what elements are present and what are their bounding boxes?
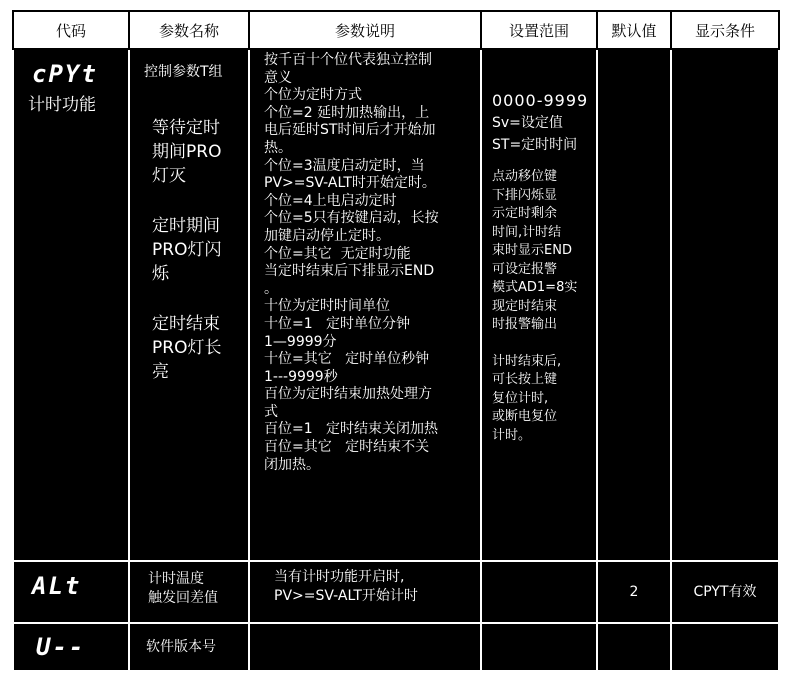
- name-block-during: [152, 214, 248, 286]
- name-line: 期间PRO: [152, 142, 222, 162]
- desc-line: 。: [264, 280, 278, 297]
- desc-line: 闭加热。: [264, 456, 320, 473]
- name-block-waiting: [152, 116, 248, 188]
- desc-line: PV>=SV-ALT开始计时: [274, 588, 418, 604]
- desc-line: 个位=5只有按键启动，长按: [264, 210, 439, 227]
- range-note: 或断电复位: [492, 409, 558, 424]
- desc-line: 个位为定时方式: [264, 87, 362, 104]
- cell-description: [249, 561, 481, 623]
- desc-line: 电后延时ST时间后才开始加: [264, 122, 436, 139]
- range-note: 可长按上键: [492, 372, 558, 387]
- table-header-row: [13, 11, 779, 49]
- desc-line: 当有计时功能开启时,: [274, 569, 405, 585]
- range-note: 计时结束后,: [492, 353, 562, 369]
- segment-code-display: cPYt: [32, 60, 98, 88]
- table-row-cpyt: [13, 49, 779, 561]
- desc-line: 1—9999分: [264, 333, 337, 350]
- name-line: 定时结束: [152, 314, 220, 334]
- desc-line: 意义: [264, 69, 292, 86]
- name-block-end: [152, 312, 248, 384]
- name-line: 触发回差值: [148, 590, 218, 606]
- parameter-table-frame: [12, 10, 778, 670]
- desc-line: PV>=SV-ALT时开始定时。: [264, 175, 436, 192]
- desc-line: 十位为定时时间单位: [264, 298, 390, 315]
- cell-description: [249, 623, 481, 671]
- desc-line: 式: [264, 403, 278, 420]
- range-line: ST=定时时间: [492, 137, 578, 153]
- name-line: 定时期间: [152, 216, 220, 236]
- name-line: PRO灯长: [152, 338, 222, 358]
- cell-description: [249, 49, 481, 561]
- cell-condition: [671, 49, 779, 561]
- desc-line: 1---9999秒: [264, 368, 338, 385]
- cell-name: 软件版本号: [129, 623, 249, 671]
- name-line: 烁: [152, 264, 169, 284]
- segment-code-display: ALt: [32, 572, 82, 600]
- desc-line: 加键启动停止定时。: [264, 227, 390, 244]
- parameter-table: [12, 10, 780, 672]
- header-default: 默认值: [597, 11, 671, 49]
- range-note: 时报警输出: [492, 317, 558, 332]
- desc-line: 十位=其它 定时单位秒钟: [264, 351, 430, 368]
- name-line: 灯灭: [152, 166, 186, 186]
- desc-line: 热。: [264, 139, 292, 156]
- cell-name: [129, 561, 249, 623]
- name-line: 亮: [152, 362, 169, 382]
- desc-line: 十位=1 定时单位分钟: [264, 315, 410, 332]
- cell-range: [481, 623, 597, 671]
- range-note: 下排闪烁显: [492, 187, 558, 203]
- range-note: 现定时结束: [492, 298, 558, 314]
- cell-condition: CPYT有效: [671, 561, 779, 623]
- range-note: 时间,计时结: [492, 224, 562, 240]
- desc-line: 当定时结束后下排显示END: [264, 263, 435, 280]
- range-note: 模式AD1=8实: [492, 280, 578, 295]
- cell-default: [597, 623, 671, 671]
- desc-line: 个位=其它 无定时功能: [264, 245, 411, 262]
- desc-line: 百位为定时结束加热处理方: [264, 386, 432, 403]
- name-line: PRO灯闪: [152, 240, 222, 260]
- cell-range: [481, 49, 597, 561]
- desc-line: 个位=3温度启动定时，当: [264, 157, 425, 174]
- segment-code-display: U--: [36, 633, 86, 661]
- header-condition: 显示条件: [671, 11, 779, 49]
- table-row-version: [13, 623, 779, 671]
- header-range: 设置范围: [481, 11, 597, 49]
- cell-condition: [671, 623, 779, 671]
- range-note: 束时显示END: [492, 243, 572, 258]
- header-code: 代码: [13, 11, 129, 49]
- range-note: 计时。: [492, 427, 532, 443]
- range-note: 点动移位键: [492, 169, 558, 184]
- desc-line: 个位=2 延时加热输出，上: [264, 104, 430, 121]
- code-subtitle: 计时功能: [28, 95, 96, 115]
- header-desc: 参数说明: [249, 11, 481, 49]
- desc-line: 按千百十个位代表独立控制: [264, 52, 432, 68]
- range-note: 复位计时,: [492, 390, 549, 406]
- cell-default: 2: [597, 561, 671, 623]
- cell-name: [129, 49, 249, 561]
- name-group-label: 控制参数T组: [144, 64, 223, 80]
- desc-line: 百位=其它 定时结束不关: [264, 439, 430, 456]
- cell-code: [13, 49, 129, 561]
- range-line: Sv=设定值: [492, 115, 563, 131]
- name-line: 等待定时: [152, 118, 220, 138]
- range-note: 可设定报警: [492, 261, 558, 277]
- cell-range: [481, 561, 597, 623]
- name-line: 计时温度: [148, 571, 204, 587]
- range-note: 示定时剩余: [492, 206, 558, 221]
- cell-default: [597, 49, 671, 561]
- desc-line: 百位=1 定时结束关闭加热: [264, 421, 438, 438]
- table-row-alt: [13, 561, 779, 623]
- cell-code: [13, 561, 129, 623]
- header-name: 参数名称: [129, 11, 249, 49]
- cell-code: [13, 623, 129, 671]
- desc-line: 个位=4上电启动定时: [264, 192, 397, 209]
- range-value: 0000-9999: [492, 91, 589, 110]
